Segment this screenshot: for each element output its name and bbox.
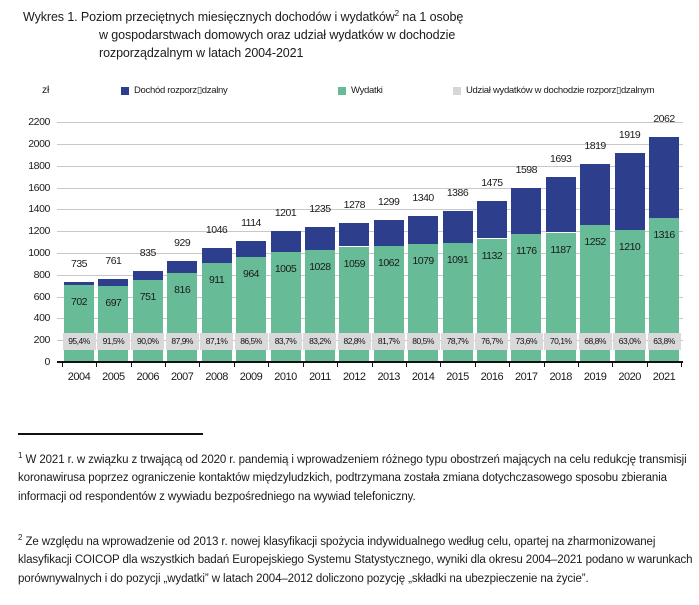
income-value-label: 1386	[446, 186, 469, 199]
x-axis-year-label: 2012	[343, 371, 366, 383]
x-axis-year-label: 2017	[515, 371, 538, 383]
expenditure-value-label: 697	[105, 297, 122, 309]
x-axis-year-label: 2021	[652, 371, 676, 383]
x-axis-year-label: 2018	[549, 371, 572, 383]
title-text: na 1 osobę	[398, 10, 464, 25]
y-axis-tick-label: 2200	[28, 116, 50, 128]
footnote-separator-rule	[18, 433, 203, 435]
share-badge: 82,8%	[338, 333, 371, 350]
legend-item-label: Wydatki	[351, 85, 383, 96]
income-value-label: 1278	[343, 198, 365, 211]
x-axis-year-label: 2013	[377, 371, 400, 383]
share-badge: 68,8%	[579, 333, 612, 350]
share-badge: 90,0%	[131, 333, 164, 350]
income-bar	[64, 282, 94, 286]
expenditure-value-label: 964	[242, 267, 260, 280]
expenditure-value-label: 911	[208, 273, 225, 286]
footnote-2	[18, 529, 694, 589]
income-value-label: 1114	[241, 216, 261, 229]
x-axis-year-label: 2008	[205, 371, 228, 383]
income-value-label: 735	[70, 257, 88, 270]
x-axis-year-label: 2019	[583, 371, 607, 383]
x-axis-year-label: 2015	[446, 371, 469, 383]
share-badge: 87,1%	[200, 333, 233, 350]
y-axis-tick-label: 1200	[28, 225, 50, 238]
share-badge: 70,1%	[544, 333, 577, 350]
share-badge: 95,4%	[63, 333, 96, 350]
income-bar	[443, 211, 473, 243]
income-value-label: 1919	[618, 128, 641, 141]
income-value-label: 1299	[378, 196, 400, 209]
income-value-label: 1046	[205, 223, 228, 236]
y-axis-unit-label: zł	[42, 84, 49, 96]
income-value-label: 1235	[309, 203, 331, 216]
expenditure-value-label: 1176	[516, 244, 537, 257]
expenditure-value-label: 1132	[481, 249, 503, 262]
y-axis-tick-label: 800	[33, 268, 50, 281]
y-axis-tick-label: 1400	[28, 203, 50, 216]
y-axis-tick-label: 1800	[28, 159, 50, 172]
share-badge: 83,7%	[269, 333, 302, 350]
title-footnote-ref: 2	[394, 9, 399, 18]
expenditure-value-label: 702	[70, 296, 88, 309]
expenditure-value-label: 1005	[274, 263, 297, 276]
share-badge: 86,5%	[235, 333, 268, 350]
expenditure-value-label: 1059	[343, 257, 365, 270]
x-axis-year-label: 2004	[67, 371, 91, 383]
income-bar	[133, 271, 163, 280]
income-value-label: 1475	[481, 177, 503, 190]
x-axis-line	[57, 361, 683, 363]
income-value-label: 761	[105, 255, 122, 267]
x-axis-year-label: 2011	[309, 371, 331, 383]
income-bar	[408, 216, 438, 245]
expenditure-value-label: 751	[139, 291, 156, 304]
expenditure-value-label: 1091	[446, 254, 469, 266]
income-value-label: 1598	[515, 163, 537, 176]
chart-title-line-3: rozporządzalnym w latach 2004-2021	[99, 46, 304, 60]
share-badge: 73,6%	[510, 333, 543, 350]
expenditure-value-label: 1210	[618, 241, 641, 253]
income-bar	[477, 201, 507, 238]
expenditure-value-label: 1062	[378, 257, 400, 270]
legend-item-label: Dochód rozporz▯dzalny	[134, 85, 228, 96]
x-axis-year-label: 2005	[102, 371, 125, 383]
y-axis-tick-label: 1000	[28, 246, 50, 259]
share-badge: 63,8%	[648, 333, 681, 350]
income-bar	[649, 137, 679, 218]
share-badge: 80,5%	[407, 333, 440, 350]
income-bar	[271, 231, 301, 252]
gridline	[57, 122, 683, 123]
income-bar	[339, 223, 369, 247]
income-bar	[511, 188, 541, 234]
share-badge: 91,5%	[97, 333, 130, 350]
income-bar	[167, 261, 197, 273]
share-badge: 76,7%	[475, 333, 508, 350]
income-value-label: 1340	[412, 191, 434, 204]
x-axis-year-label: 2009	[239, 371, 263, 383]
x-axis-year-label: 2016	[480, 371, 504, 383]
expenditure-value-label: 1252	[584, 236, 606, 249]
income-bar	[202, 248, 232, 263]
share-badge: 83,2%	[303, 333, 336, 350]
income-bar	[305, 227, 335, 250]
income-bar	[374, 220, 404, 246]
income-value-label: 929	[174, 236, 191, 249]
title-text: Wykres 1. Poziom przeciętnych miesięcznych dochodów i wydatków	[23, 10, 395, 25]
share-badge: 63,0%	[613, 333, 646, 350]
expenditure-value-label: 1187	[550, 243, 571, 256]
x-axis-year-label: 2007	[170, 371, 194, 383]
x-axis-year-label: 2014	[411, 371, 435, 383]
share-badge: 78,7%	[441, 333, 474, 350]
income-value-label: 835	[139, 246, 156, 259]
footnote-text: W 2021 r. w związku z trwającą od 2020 r. pandemią i wprowadzeniem różnego typu obostrzeń mających na celu redukcję transmisji koronawirusa poprzez ograniczenie kontaktów międzyludzkich, podtrzymana została zmiana dotychczasowego sposobu zbierania informacji od respondentów z wywiadu bezpośredniego na wywiad telefoniczny.	[18, 453, 687, 504]
footnote-1	[18, 447, 694, 507]
share-badge: 81,7%	[372, 333, 405, 350]
expenditure-value-label: 816	[174, 284, 191, 296]
income-bar	[546, 177, 576, 232]
expenditure-value-label: 1079	[412, 255, 434, 268]
y-axis-tick-label: 200	[33, 334, 50, 347]
income-bar	[615, 153, 645, 230]
share-badge: 87,9%	[166, 333, 199, 350]
y-axis-tick-label: 2000	[28, 137, 50, 150]
x-axis-year-label: 2010	[274, 371, 297, 383]
income-value-label: 1693	[550, 153, 572, 166]
expenditure-value-label: 1028	[309, 260, 331, 273]
income-bar	[580, 164, 610, 226]
expenditure-value-label: 1316	[653, 229, 675, 242]
footnote-text: Ze względu na wprowadzenie od 2013 r. nowej klasyfikacji spożycia indywidualnego według celu, opartej na zharmonizowanej klasyfikacji COICOP dla wszystkich badań Europejskiego Systemu Statystycznego, wyniki dla okresu 2004–2021 podano w warunkach porównywalnych i do pozycji „wydatki” w latach 2004–2012 doliczono pozycję „składki na ubezpieczenie na życie”.	[18, 535, 693, 586]
y-axis-tick-label: 0	[44, 356, 50, 368]
income-value-label: 1201	[274, 207, 297, 219]
income-bar	[98, 279, 128, 286]
y-axis-tick-label: 400	[33, 312, 50, 325]
chart-title-line-2: w gospodarstwach domowych oraz udział wydatków w dochodzie	[99, 28, 456, 42]
x-axis-year-label: 2006	[136, 371, 160, 383]
y-axis-tick-label: 600	[33, 290, 50, 303]
footnote-marker: 2	[18, 533, 23, 542]
y-axis-tick-label: 1600	[28, 181, 50, 194]
footnote-marker: 1	[18, 451, 23, 460]
income-value-label: 2062	[653, 113, 675, 126]
income-value-label: 1819	[584, 139, 606, 152]
x-axis-year-label: 2020	[618, 371, 641, 383]
legend-item-label: Udział wydatków w dochodzie rozporz▯dzalnym	[466, 85, 655, 96]
income-bar	[236, 241, 266, 257]
